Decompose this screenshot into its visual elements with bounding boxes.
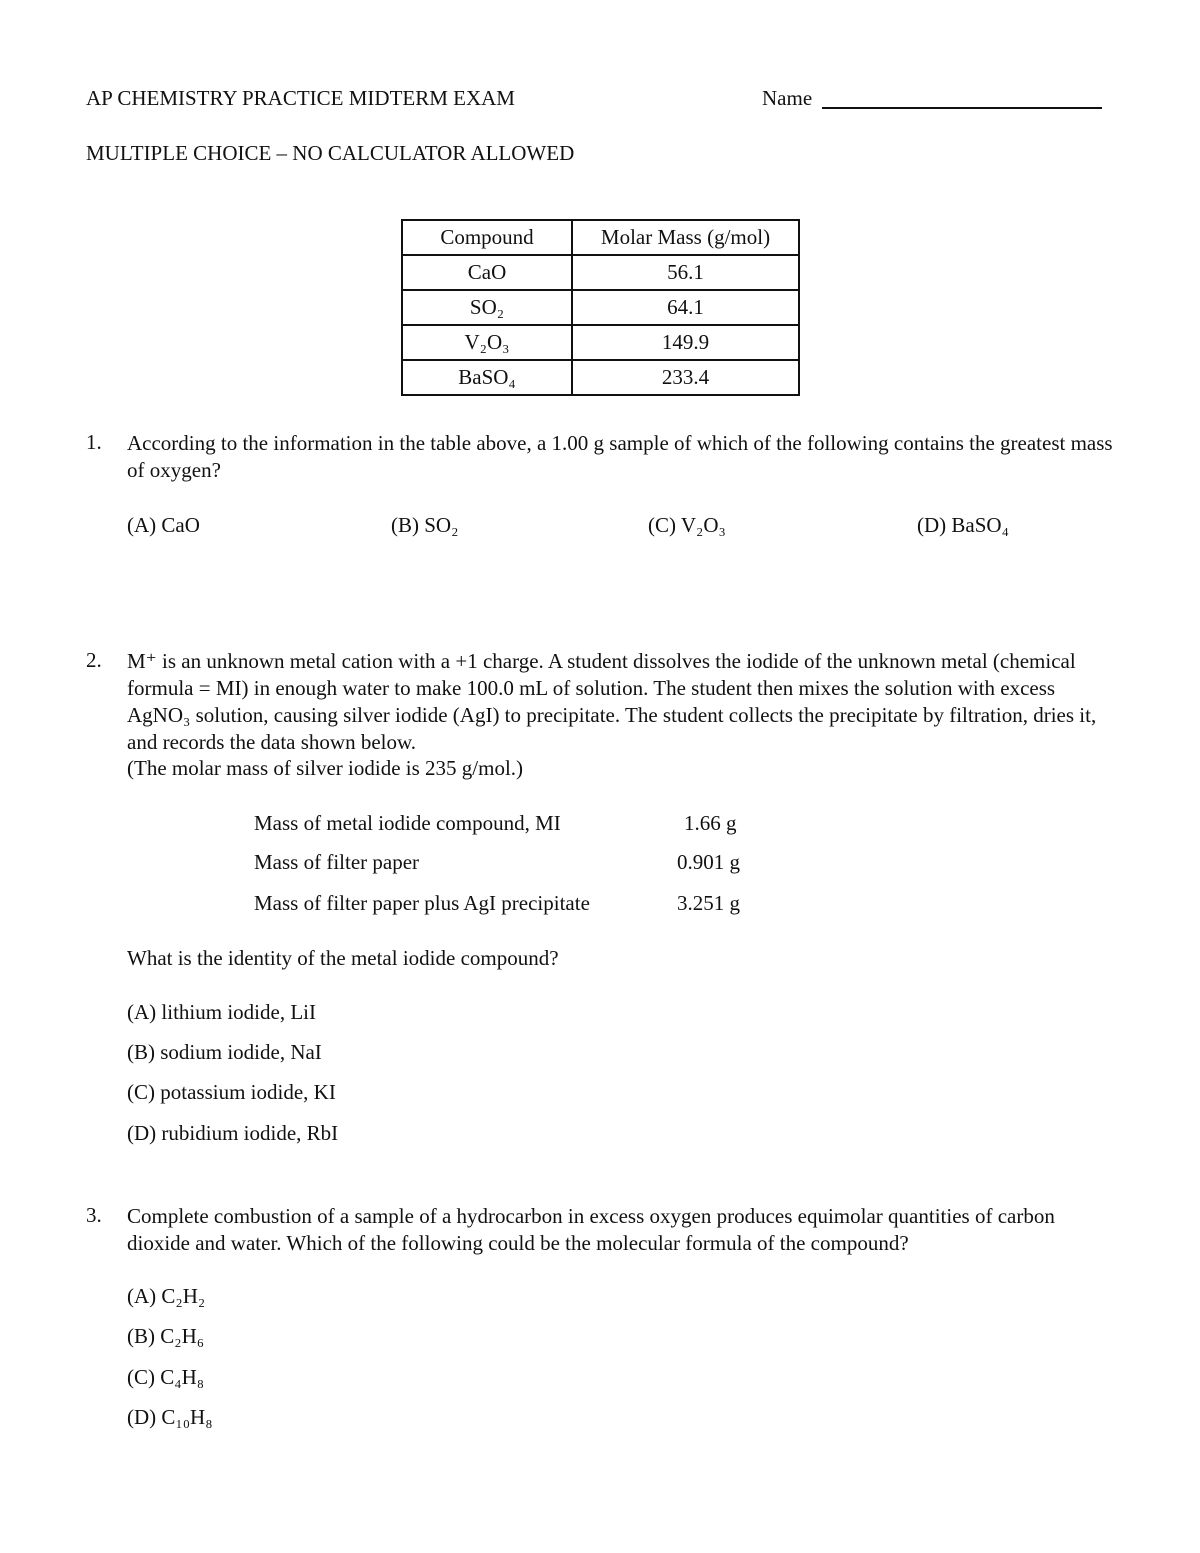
table-header-row — [402, 220, 799, 255]
question-text: Complete combustion of a sample of a hydrocarbon in excess oxygen produces equimolar quantities of carbon dioxide and water. Which of the following could be the molecular formula of the compound? — [127, 1204, 1055, 1255]
molar-mass-table — [401, 219, 800, 396]
table-header-molar-mass: Molar Mass (g/mol) — [572, 220, 799, 255]
option-a[interactable]: (A) C₂H₂ — [127, 1284, 206, 1308]
exam-title: AP CHEMISTRY PRACTICE MIDTERM EXAM — [86, 86, 515, 110]
option-c[interactable]: (C) C₄H₈ — [127, 1365, 205, 1389]
data-value: 1.66 g — [684, 811, 737, 835]
table-cell-compound: BaSO₄ — [402, 360, 572, 395]
option-c[interactable]: (C) V₂O₃ — [648, 513, 726, 537]
option-a[interactable]: (A) lithium iodide, LiI — [127, 1000, 316, 1024]
option-c[interactable]: (C) potassium iodide, KI — [127, 1080, 336, 1104]
question-number: 1. — [86, 430, 102, 454]
exam-subtitle: MULTIPLE CHOICE – NO CALCULATOR ALLOWED — [86, 141, 575, 165]
question-number: 3. — [86, 1203, 102, 1227]
data-label: Mass of filter paper — [254, 850, 420, 874]
question-number: 2. — [86, 648, 102, 672]
option-d[interactable]: (D) rubidium iodide, RbI — [127, 1121, 339, 1145]
table-cell-compound: V₂O₃ — [402, 325, 572, 360]
data-value: 0.901 g — [677, 850, 740, 874]
data-label: Mass of filter paper plus AgI precipitate — [254, 891, 590, 915]
question-text: M⁺ is an unknown metal cation with a +1 charge. A student dissolves the iodide of the unknown metal (chemical formula = MI) in enough water to make 100.0 mL of solution. The student then mixes the solution with excess AgNO₃ solution, causing silver iodide (AgI) to precipitate. The student collects the precipitate by filtration, dries it, and records the data shown below. — [127, 649, 1097, 754]
option-b[interactable]: (B) SO₂ — [391, 513, 459, 537]
name-blank-line[interactable] — [822, 107, 1102, 109]
table-cell-mass: 233.4 — [572, 360, 799, 395]
data-label: Mass of metal iodide compound, MI — [254, 811, 561, 835]
name-label: Name — [762, 86, 813, 110]
question-prompt: What is the identity of the metal iodide compound? — [127, 946, 559, 970]
table-cell-mass: 56.1 — [572, 255, 799, 290]
option-d[interactable]: (D) C₁₀H₈ — [127, 1405, 213, 1429]
table-cell-mass: 149.9 — [572, 325, 799, 360]
table-cell-mass: 64.1 — [572, 290, 799, 325]
table-header-compound: Compound — [402, 220, 572, 255]
option-a[interactable]: (A) CaO — [127, 513, 200, 537]
data-value: 3.251 g — [677, 891, 740, 915]
table-cell-compound: CaO — [402, 255, 572, 290]
option-b[interactable]: (B) sodium iodide, NaI — [127, 1040, 322, 1064]
table-row — [402, 325, 799, 360]
question-text: According to the information in the table above, a 1.00 g sample of which of the following contains the greatest mass of oxygen? — [127, 431, 1113, 482]
table-row — [402, 255, 799, 290]
table-row — [402, 360, 799, 395]
option-b[interactable]: (B) C₂H₆ — [127, 1324, 205, 1348]
table-row — [402, 290, 799, 325]
question-note: (The molar mass of silver iodide is 235 g/mol.) — [127, 756, 524, 780]
table-cell-compound: SO₂ — [402, 290, 572, 325]
option-d[interactable]: (D) BaSO₄ — [917, 513, 1009, 537]
